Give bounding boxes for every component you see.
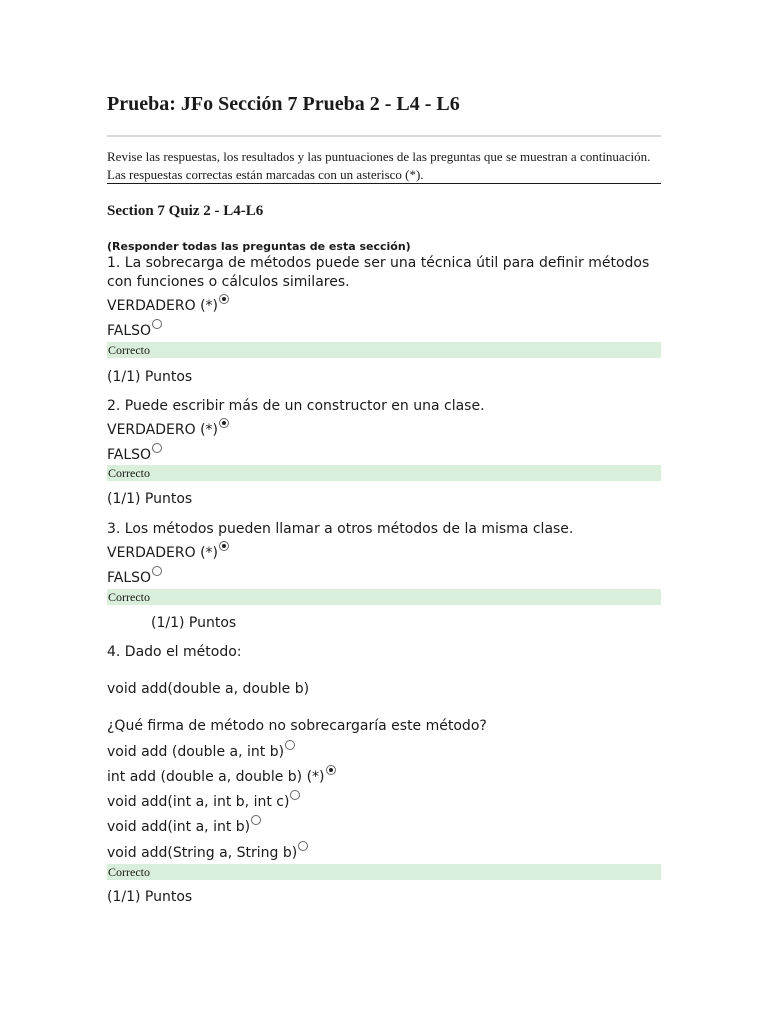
question-2-text: 2. Puede escribir más de un constructor en una clase. xyxy=(107,398,485,414)
result-label: Correcto xyxy=(108,865,150,879)
radio-empty-icon[interactable] xyxy=(285,740,295,750)
radio-empty-icon[interactable] xyxy=(298,841,308,851)
option-label: VERDADERO (*) xyxy=(107,298,219,314)
question-4-text: 4. Dado el método: xyxy=(107,644,242,660)
question-1-option-2 xyxy=(107,323,162,339)
radio-empty-icon[interactable] xyxy=(152,566,162,576)
page-title: Prueba: JFo Sección 7 Prueba 2 - L4 - L6 xyxy=(107,93,460,115)
result-bar xyxy=(107,589,661,605)
option-label: FALSO xyxy=(107,447,152,463)
option-label: int add (double a, double b) (*) xyxy=(107,769,325,785)
question-4-option-4 xyxy=(107,819,261,835)
radio-empty-icon[interactable] xyxy=(251,815,261,825)
question-4-points: (1/1) Puntos xyxy=(107,889,193,905)
section-instructions: (Responder todas las preguntas de esta sección) xyxy=(107,240,411,253)
question-2-points: (1/1) Puntos xyxy=(107,491,193,507)
question-4-option-1 xyxy=(107,744,295,760)
result-label: Correcto xyxy=(108,466,150,480)
question-3-option-1 xyxy=(107,545,229,561)
option-label: FALSO xyxy=(107,323,152,339)
question-3-points: (1/1) Puntos xyxy=(151,615,237,631)
question-2-option-1 xyxy=(107,422,229,438)
question-1-option-1 xyxy=(107,298,229,314)
option-label: void add(int a, int b, int c) xyxy=(107,794,290,810)
result-label: Correcto xyxy=(108,343,150,357)
radio-empty-icon[interactable] xyxy=(152,319,162,329)
question-1-points: (1/1) Puntos xyxy=(107,369,193,385)
result-label: Correcto xyxy=(108,590,150,604)
question-4-code: void add(double a, double b) xyxy=(107,681,310,697)
question-2-option-2 xyxy=(107,447,162,463)
title-divider xyxy=(107,135,661,137)
option-label: VERDADERO (*) xyxy=(107,422,219,438)
radio-selected-icon[interactable] xyxy=(219,294,229,304)
radio-selected-icon[interactable] xyxy=(326,765,336,775)
question-4-option-2 xyxy=(107,769,336,785)
result-bar xyxy=(107,864,661,880)
radio-empty-icon[interactable] xyxy=(152,443,162,453)
result-bar xyxy=(107,342,661,358)
radio-selected-icon[interactable] xyxy=(219,541,229,551)
question-4-option-3 xyxy=(107,794,300,810)
section-title: Section 7 Quiz 2 - L4-L6 xyxy=(107,203,264,219)
result-bar xyxy=(107,465,661,481)
question-4-option-5 xyxy=(107,845,308,861)
intro-text: Revise las respuestas, los resultados y las puntuaciones de las preguntas que se muestran a continuación. Las respuestas correctas están marcadas con un asterisco (*). xyxy=(107,149,651,182)
intro-divider xyxy=(107,183,661,184)
question-3-text: 3. Los métodos pueden llamar a otros métodos de la misma clase. xyxy=(107,521,574,537)
option-label: void add (double a, int b) xyxy=(107,744,285,760)
option-label: VERDADERO (*) xyxy=(107,545,219,561)
option-label: void add(int a, int b) xyxy=(107,819,251,835)
question-3-option-2 xyxy=(107,570,162,586)
option-label: void add(String a, String b) xyxy=(107,845,298,861)
question-1-text: 1. La sobrecarga de métodos puede ser una técnica útil para definir métodos con funciones o cálculos similares. xyxy=(107,255,650,290)
question-4-prompt: ¿Qué firma de método no sobrecargaría este método? xyxy=(107,718,487,734)
option-label: FALSO xyxy=(107,570,152,586)
radio-empty-icon[interactable] xyxy=(290,790,300,800)
radio-selected-icon[interactable] xyxy=(219,418,229,428)
